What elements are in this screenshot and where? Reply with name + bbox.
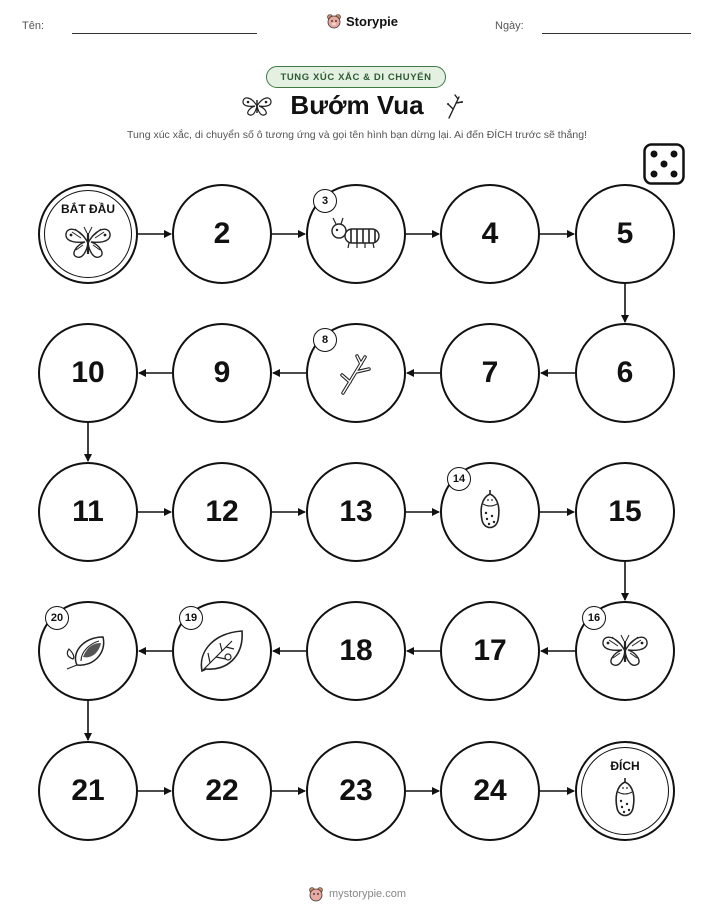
cell-number-badge: 16 xyxy=(582,606,606,630)
cell-number-badge: 3 xyxy=(313,189,337,213)
cell-number: 9 xyxy=(213,356,231,389)
chrysalis-icon xyxy=(477,488,503,536)
finish-cell xyxy=(575,741,675,841)
cell-number: 22 xyxy=(205,774,239,807)
cell-number: 21 xyxy=(71,774,105,807)
cell-label: ĐÍCH xyxy=(610,759,640,773)
board-cell-9 xyxy=(172,323,272,423)
cell-number: 7 xyxy=(481,356,499,389)
cell-number: 12 xyxy=(205,495,239,528)
cell-number: 18 xyxy=(339,634,373,667)
cell-number-badge: 8 xyxy=(313,328,337,352)
cell-number: 13 xyxy=(339,495,373,528)
board-cell-17 xyxy=(440,601,540,701)
board-cell-15 xyxy=(575,462,675,562)
cell-number: 10 xyxy=(71,356,105,389)
cell-number: 4 xyxy=(481,217,499,250)
board-cell-6 xyxy=(575,323,675,423)
seed-pod-icon xyxy=(63,631,113,671)
board-cell-23 xyxy=(306,741,406,841)
caterpillar-icon xyxy=(329,217,383,251)
board-cell-12 xyxy=(172,462,272,562)
board-cell-2 xyxy=(172,184,272,284)
leaf-icon xyxy=(196,627,248,675)
footer-url: mystorypie.com xyxy=(328,888,407,900)
board-cell-11 xyxy=(38,462,138,562)
game-type-tag: TUNG XÚC XẮC & DI CHUYỂN xyxy=(266,66,446,88)
board-cell-7 xyxy=(440,323,540,423)
board-cell-24 xyxy=(440,741,540,841)
cell-number-badge: 19 xyxy=(179,606,203,630)
cell-number-badge: 14 xyxy=(447,467,471,491)
board-cell-21 xyxy=(38,741,138,841)
start-cell xyxy=(38,184,138,284)
board-cell-10 xyxy=(38,323,138,423)
board-cell-22 xyxy=(172,741,272,841)
board-cell-18 xyxy=(306,601,406,701)
instructions: Tung xúc xắc, di chuyển số ô tương ứng và gọi tên hình bạn dừng lại. Ai đến ĐÍCH trước sẽ thắng! xyxy=(126,129,587,141)
board-cell-5 xyxy=(575,184,675,284)
bear-icon xyxy=(308,886,324,902)
board-cell-13 xyxy=(306,462,406,562)
cell-label: BẮT ĐẦU xyxy=(61,202,115,216)
cell-number: 23 xyxy=(339,774,373,807)
footer xyxy=(0,886,714,902)
board-cell-4 xyxy=(440,184,540,284)
cell-number: 24 xyxy=(473,774,507,807)
cell-number: 6 xyxy=(616,356,634,389)
brand-name: Storypie xyxy=(346,13,399,29)
cell-number: 15 xyxy=(608,495,642,528)
cell-number: 17 xyxy=(473,634,507,667)
name-label: Tên: xyxy=(22,20,45,32)
date-label: Ngày: xyxy=(495,20,524,32)
cell-number: 11 xyxy=(72,495,104,528)
cell-number: 2 xyxy=(213,217,231,250)
twig-icon xyxy=(337,351,375,395)
cell-number: 5 xyxy=(616,217,634,250)
butterfly-icon xyxy=(600,632,650,670)
page-title: Bướm Vua xyxy=(290,90,424,120)
cell-number-badge: 20 xyxy=(45,606,69,630)
